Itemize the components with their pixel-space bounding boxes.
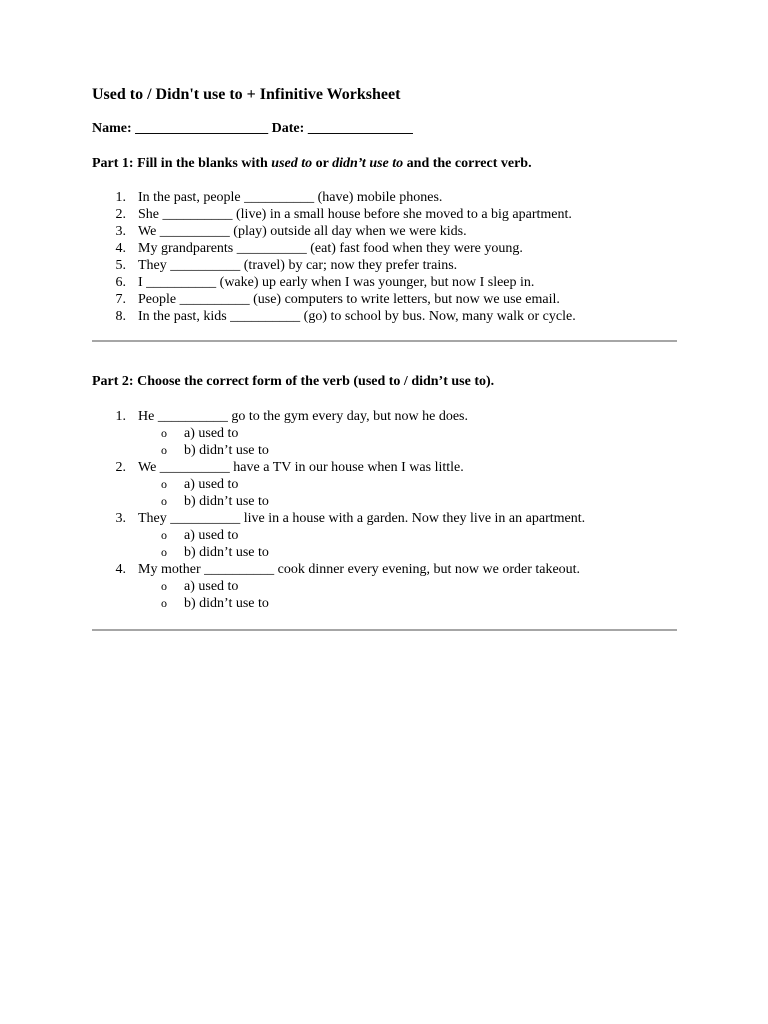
item-text: People __________ (use) computers to write letters, but now we use email. <box>138 292 560 307</box>
item-text: He __________ go to the gym every day, but now he does. <box>138 409 468 424</box>
option-text: a) used to <box>184 579 239 594</box>
page-title: Used to / Didn't use to + Infinitive Worksheet <box>92 86 401 103</box>
section-divider <box>92 340 677 342</box>
item-number: 3. <box>115 224 126 239</box>
item-text: We __________ (play) outside all day when we were kids. <box>138 224 467 239</box>
item-text: She __________ (live) in a small house before she moved to a big apartment. <box>138 207 572 222</box>
item-number: 8. <box>115 309 126 324</box>
bullet-icon: o <box>161 426 167 440</box>
item-text: They __________ (travel) by car; now they prefer trains. <box>138 258 458 273</box>
item-text: My mother __________ cook dinner every evening, but now we order takeout. <box>138 562 581 577</box>
option-text: a) used to <box>184 426 239 441</box>
part1-heading-prefix: Part 1: Fill in the blanks with <box>92 156 272 171</box>
option-text: b) didn’t use to <box>184 443 269 458</box>
part1-heading <box>92 156 532 172</box>
bullet-icon: o <box>161 528 167 542</box>
item-number: 6. <box>115 275 126 290</box>
item-number: 5. <box>115 258 126 273</box>
part1-heading-mid: or <box>312 156 333 171</box>
item-number: 1. <box>115 190 126 205</box>
item-text: My grandparents __________ (eat) fast food when they were young. <box>138 241 523 256</box>
bullet-icon: o <box>161 579 167 593</box>
item-text: In the past, kids __________ (go) to school by bus. Now, many walk or cycle. <box>138 309 576 324</box>
item-text: In the past, people __________ (have) mobile phones. <box>138 190 443 205</box>
name-label: Name: <box>92 121 132 136</box>
item-number: 4. <box>115 241 126 256</box>
option-text: a) used to <box>184 477 239 492</box>
part1-heading-didnt-use-to: didn’t use to <box>332 156 404 171</box>
option-text: b) didn’t use to <box>184 545 269 560</box>
item-number: 2. <box>115 207 126 222</box>
item-number: 4. <box>115 562 126 577</box>
item-text: I __________ (wake) up early when I was younger, but now I sleep in. <box>138 275 535 290</box>
bullet-icon: o <box>161 443 167 457</box>
option-text: b) didn’t use to <box>184 596 269 611</box>
item-number: 3. <box>115 511 126 526</box>
name-blank: ___________________ <box>135 121 269 136</box>
item-text: We __________ have a TV in our house when I was little. <box>138 460 464 475</box>
date-blank: _______________ <box>307 121 413 136</box>
bullet-icon: o <box>161 477 167 491</box>
part2-heading: Part 2: Choose the correct form of the verb (used to / didn’t use to). <box>92 374 495 389</box>
section-divider <box>92 629 677 631</box>
part1-heading-suffix: and the correct verb. <box>403 156 532 171</box>
option-text: a) used to <box>184 528 239 543</box>
date-label: Date: <box>271 121 305 136</box>
name-date-line <box>92 121 413 137</box>
bullet-icon: o <box>161 494 167 508</box>
bullet-icon: o <box>161 545 167 559</box>
item-number: 1. <box>115 409 126 424</box>
part1-heading-used-to: used to <box>271 156 313 171</box>
item-number: 7. <box>115 292 126 307</box>
option-text: b) didn’t use to <box>184 494 269 509</box>
bullet-icon: o <box>161 596 167 610</box>
item-text: They __________ live in a house with a garden. Now they live in an apartment. <box>138 511 586 526</box>
item-number: 2. <box>115 460 126 475</box>
